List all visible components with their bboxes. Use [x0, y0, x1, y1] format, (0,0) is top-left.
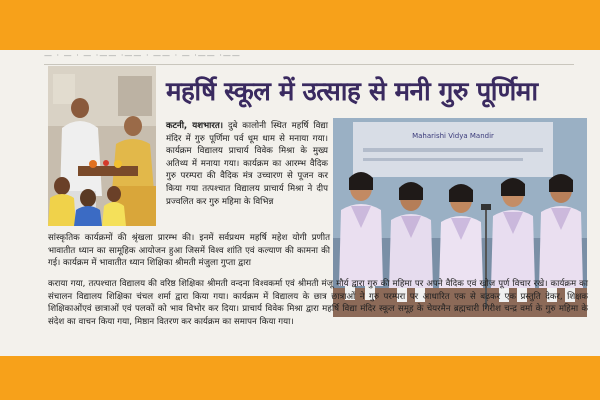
article-intro-column — [166, 120, 328, 208]
bottom-orange-border — [0, 356, 600, 400]
previous-column-strip: — · — · — ·—— ·—— · —— · — ·—— ·—— — [44, 51, 241, 60]
intro-paragraph: दुबे कालोनी स्थित महर्षि विद्या मंदिर में गुरु पूर्णिमा पर्व धूम धाम से मनाया गया। कार्यक्रम विद्यालय प्राचार्य विवेक मिश्रा के मुख्य अतिथ्य में मनाया गया। कार्यक्रम का आरम्भ वैदिक गुरु परम्परा की वैदिक मंत्र उच्चारण से पूजन कर किया गया तत्पश्चात विद्यालय प्राचार्य मिश्रा ने दीप प्रज्वलित कर गुरु महिमा के विभिन्न — [166, 121, 329, 207]
stage-banner-text: Maharishi Vidya Mandir — [412, 132, 494, 140]
column-rule — [44, 64, 574, 65]
article-paragraph-3: कराया गया, तत्पश्चात विद्यालय की वरिष्ठ शिक्षिका श्रीमती वन्दना विश्वकर्मा एवं श्रीमती मंजू मौर्य द्वारा गुरु की महिमा पर अपने वैदिक एवं खोज पूर्ण विचार रखे। कार्यक्रम का संचालन विद्यालय शिक्षिका चंचल शर्मा द्वारा किया गया। कार्यक्रम में विद्यालय के छात्र छात्राओं ने गुरु परम्परा पर आधारित एक से बढ़कर एक प्रस्तुति देकर, शिक्षक शिक्षिकाओंएवं छात्राओं एवं पलकों को भाव विभोर कर दिया। प्राचार्य विवेक मिश्रा द्वारा महर्षि विद्या मंदिर स्कूल समूह के चेयरमैन ब्रह्मचारी गिरीश चन्द्र वर्मा के गुरु महिमा के संदेश का वाचन किया गया, मिष्ठान वितरण कर कार्यक्रम का समापन किया गया। — [48, 279, 588, 327]
top-orange-border — [0, 0, 600, 50]
article-paragraph-2: सांस्कृतिक कार्यक्रमों की श्रृंखला प्रारम्भ की। इनमें सर्वप्रथम महर्षि महेश योगी प्रणीत भावातीत ध्यान का सामूहिक आयोजन हुआ जिसमें विश्व शांति एवं कल्याण की कामना की गई। कार्यक्रम में भावातीत ध्यान शिक्षिका श्रीमती मंजुला गुप्ता द्वारा — [48, 233, 330, 269]
headline: महर्षि स्कूल में उत्साह से मनी गुरु पूर्णिमा — [166, 77, 538, 107]
guru-puja-photo — [48, 66, 156, 226]
dateline: कटनी, यशभारत। — [166, 121, 224, 131]
newspaper-clipping — [0, 50, 600, 356]
